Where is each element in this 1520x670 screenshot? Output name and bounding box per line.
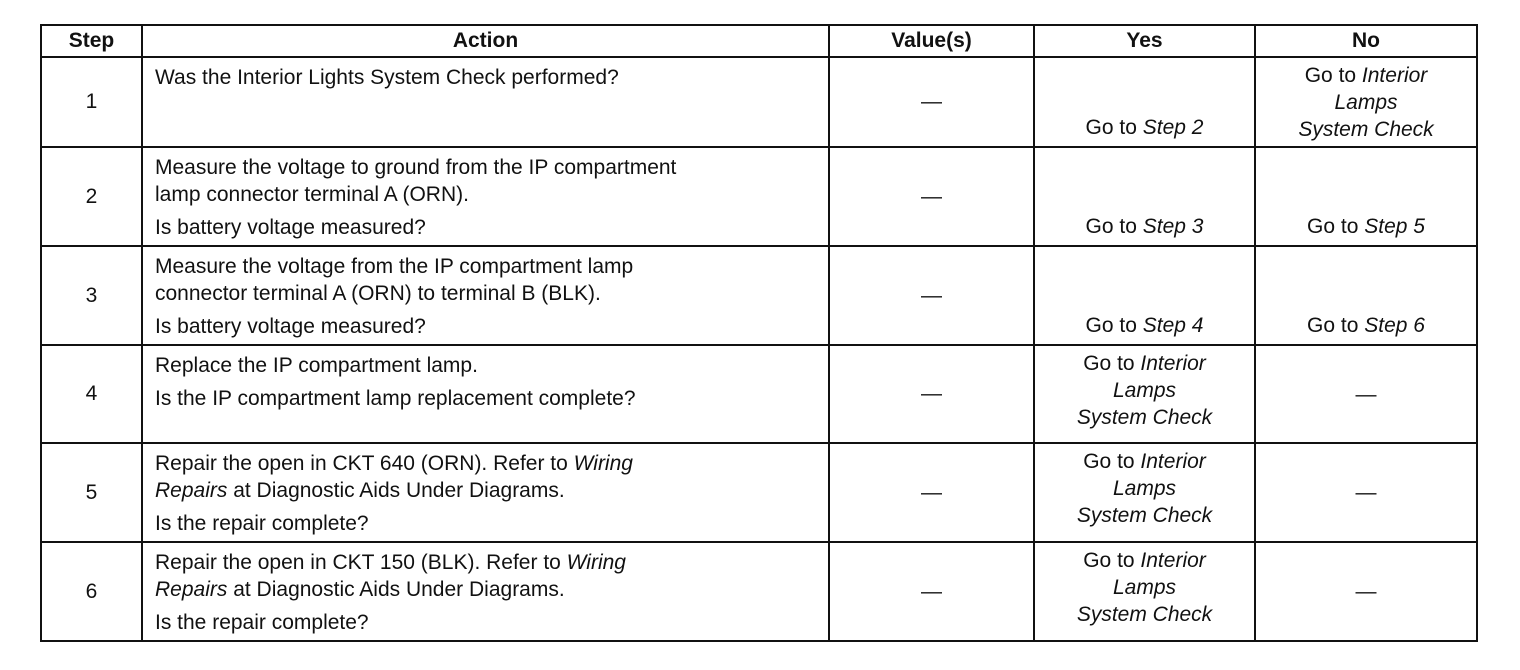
no-cell: [1255, 147, 1477, 246]
goto-link[interactable]: Step 4: [1142, 314, 1204, 337]
table-row: [41, 246, 1477, 345]
goto-link[interactable]: System Check: [1298, 118, 1434, 141]
goto-link[interactable]: Lamps: [1112, 576, 1177, 599]
table-row: [41, 57, 1477, 147]
action-text: connector terminal A (ORN) to terminal B (BLK).: [155, 282, 601, 305]
yes-cell: [1034, 147, 1255, 246]
action-suffix: at Diagnostic Aids Under Diagrams.: [227, 479, 565, 502]
action-suffix: at Diagnostic Aids Under Diagrams.: [227, 578, 565, 601]
goto-link[interactable]: Lamps: [1112, 379, 1177, 402]
table-row: [41, 443, 1477, 542]
yes-cell: [1034, 443, 1255, 542]
action-text: Was the Interior Lights System Check performed?: [155, 66, 619, 89]
goto-prefix: Go to: [1083, 549, 1141, 572]
goto-link[interactable]: Interior: [1140, 352, 1206, 375]
header-action: Action: [142, 25, 829, 57]
yes-cell: [1034, 345, 1255, 443]
step-number: 1: [41, 57, 142, 147]
action-text: [155, 477, 818, 504]
action-text: Measure the voltage to ground from the IP compartment: [155, 156, 677, 179]
action-cell: [142, 147, 829, 246]
action-cell: [142, 57, 829, 147]
goto-link[interactable]: Step 2: [1142, 116, 1204, 139]
wiring-link[interactable]: Wiring: [573, 452, 633, 475]
goto-prefix: Go to: [1085, 314, 1143, 337]
no-cell: [1255, 57, 1477, 147]
goto-link[interactable]: Interior: [1140, 450, 1206, 473]
question-text: Is the IP compartment lamp replacement complete?: [155, 387, 636, 410]
header-values: Value(s): [829, 25, 1034, 57]
repairs-link[interactable]: Repairs: [155, 578, 228, 601]
action-text: [155, 450, 818, 477]
yes-cell: [1034, 246, 1255, 345]
goto-prefix: Go to: [1085, 116, 1143, 139]
header-row: [41, 25, 1477, 57]
action-text: Measure the voltage from the IP compartment lamp: [155, 255, 634, 278]
diagnostic-table: [40, 24, 1478, 642]
no-cell: —: [1255, 443, 1477, 542]
header-step: Step: [41, 25, 142, 57]
action-text: [155, 576, 818, 603]
action-cell: [142, 246, 829, 345]
question-text: Is the repair complete?: [155, 611, 369, 634]
action-prefix: Repair the open in CKT 150 (BLK). Refer to: [155, 551, 567, 574]
goto-link[interactable]: Lamps: [1112, 477, 1177, 500]
goto-prefix: Go to: [1085, 215, 1143, 238]
value-cell: —: [829, 443, 1034, 542]
value-cell: —: [829, 57, 1034, 147]
goto-link[interactable]: Step 6: [1364, 314, 1425, 337]
goto-prefix: Go to: [1307, 314, 1365, 337]
action-text: Replace the IP compartment lamp.: [155, 354, 478, 377]
header-no: No: [1255, 25, 1477, 57]
table-row: [41, 542, 1477, 641]
goto-prefix: Go to: [1304, 64, 1362, 87]
value-cell: —: [829, 542, 1034, 641]
repairs-link[interactable]: Repairs: [155, 479, 228, 502]
question-text: Is battery voltage measured?: [155, 216, 426, 239]
action-cell: [142, 542, 829, 641]
step-number: 4: [41, 345, 142, 443]
question-text: Is the repair complete?: [155, 512, 369, 535]
table-row: [41, 345, 1477, 443]
action-text: [155, 549, 818, 576]
header-yes: Yes: [1034, 25, 1255, 57]
action-cell: [142, 345, 829, 443]
goto-prefix: Go to: [1083, 450, 1141, 473]
wiring-link[interactable]: Wiring: [566, 551, 626, 574]
table-row: [41, 147, 1477, 246]
no-cell: —: [1255, 345, 1477, 443]
goto-link[interactable]: Interior: [1140, 549, 1206, 572]
goto-link[interactable]: System Check: [1076, 603, 1213, 626]
question-text: Is battery voltage measured?: [155, 315, 426, 338]
step-number: 3: [41, 246, 142, 345]
value-cell: —: [829, 246, 1034, 345]
step-number: 6: [41, 542, 142, 641]
no-cell: [1255, 246, 1477, 345]
action-prefix: Repair the open in CKT 640 (ORN). Refer to: [155, 452, 574, 475]
yes-cell: [1034, 542, 1255, 641]
goto-link[interactable]: Step 5: [1364, 215, 1425, 238]
no-cell: —: [1255, 542, 1477, 641]
step-number: 5: [41, 443, 142, 542]
goto-link[interactable]: Interior: [1361, 64, 1428, 87]
goto-link[interactable]: System Check: [1076, 504, 1213, 527]
action-cell: [142, 443, 829, 542]
goto-link[interactable]: System Check: [1076, 406, 1213, 429]
goto-link[interactable]: Lamps: [1334, 91, 1398, 114]
goto-link[interactable]: Step 3: [1142, 215, 1204, 238]
goto-prefix: Go to: [1083, 352, 1141, 375]
value-cell: —: [829, 345, 1034, 443]
action-text: lamp connector terminal A (ORN).: [155, 183, 469, 206]
step-number: 2: [41, 147, 142, 246]
goto-prefix: Go to: [1307, 215, 1365, 238]
value-cell: —: [829, 147, 1034, 246]
yes-cell: [1034, 57, 1255, 147]
